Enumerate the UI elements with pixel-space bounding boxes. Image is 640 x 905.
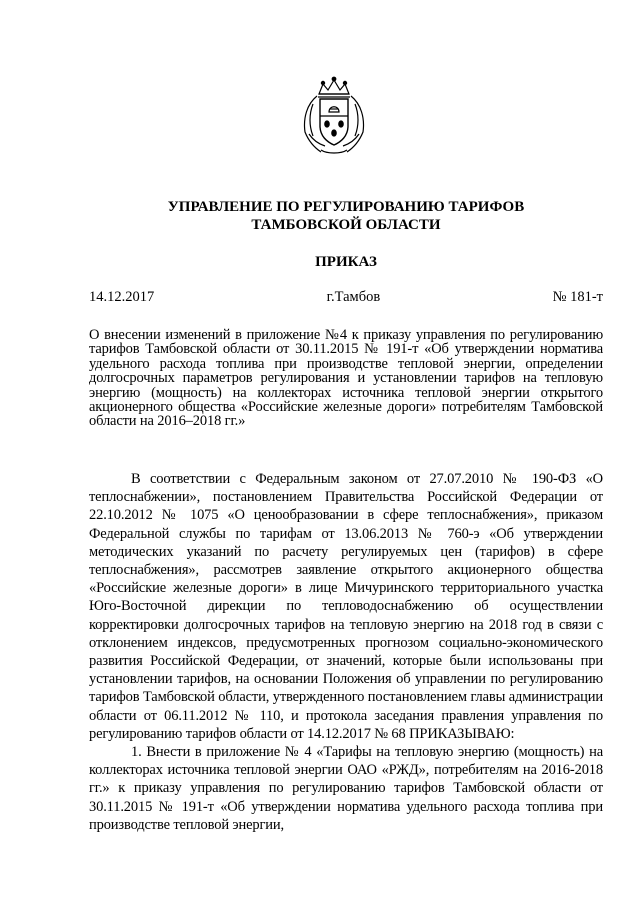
document-city: г.Тамбов	[326, 289, 381, 305]
document-title: О внесении изменений в приложение №4 к приказу управления по регулированию тарифов Тамбовской области от 30.11.2015 № 191-т «Об утверждении норматива удельного расхода топлива при производстве тепловой энергии, определении долгосрочных параметров регулирования и установлении тарифов на тепловую энергию (мощность) на коллекторах источника тепловой энергии открытого акционерного общества «Российские железные дороги» потребителям Тамбовской области на 2016–2018 гг.»	[89, 327, 603, 430]
organization-name	[89, 198, 603, 234]
document-type: ПРИКАЗ	[315, 254, 377, 270]
preamble-paragraph: В соответствии с Федеральным законом от 27.07.2010 № 190-ФЗ «О теплоснабжении», постановлением Правительства Российской Федерации от 22.10.2012 № 1075 «О ценообразовании в сфере теплоснабжения», приказом Федеральной службы по тарифам от 13.06.2013 № 760-э «Об утверждении методических указаний по расчету регулируемых цен (тарифов) в сфере теплоснабжения», рассмотрев заявление открытого акционерного общества «Российские железные дороги» в лице Мичуринского территориального участка Юго-Восточной дирекции по тепловодоснабжению об осуществлении корректировки долгосрочных тарифов на тепловую энергию на 2018 год в связи с отклонением индексов, предусмотренных прогнозом социально-экономического развития Российской Федерации, от значений, которые были использованы при установлении тарифов, на основании Положения об управлении по регулированию тарифов Тамбовской области, утвержденного постановлением главы администрации области от 06.11.2012 № 110, и протокола заседания правления управления по регулированию тарифов области от 14.12.2017 № 68 ПРИКАЗЫВАЮ:	[89, 471, 603, 742]
organization-name-line2: ТАМБОВСКОЙ ОБЛАСТИ	[251, 217, 441, 233]
organization-name-line1: УПРАВЛЕНИЕ ПО РЕГУЛИРОВАНИЮ ТАРИФОВ	[167, 199, 525, 215]
coat-of-arms-icon	[297, 74, 371, 156]
document-number: № 181-т	[552, 289, 603, 305]
item-1-paragraph: 1. Внести в приложение № 4 «Тарифы на тепловую энергию (мощность) на коллекторах источника тепловой энергии ОАО «РЖД», потребителям на 2016-2018 гг.» к приказу управления по регулированию тарифов Тамбовской области от 30.11.2015 № 191-т «Об утверждении норматива удельного расхода топлива при производстве тепловой энергии,	[89, 744, 603, 833]
document-date: 14.12.2017	[89, 289, 155, 305]
document-meta	[89, 288, 603, 306]
